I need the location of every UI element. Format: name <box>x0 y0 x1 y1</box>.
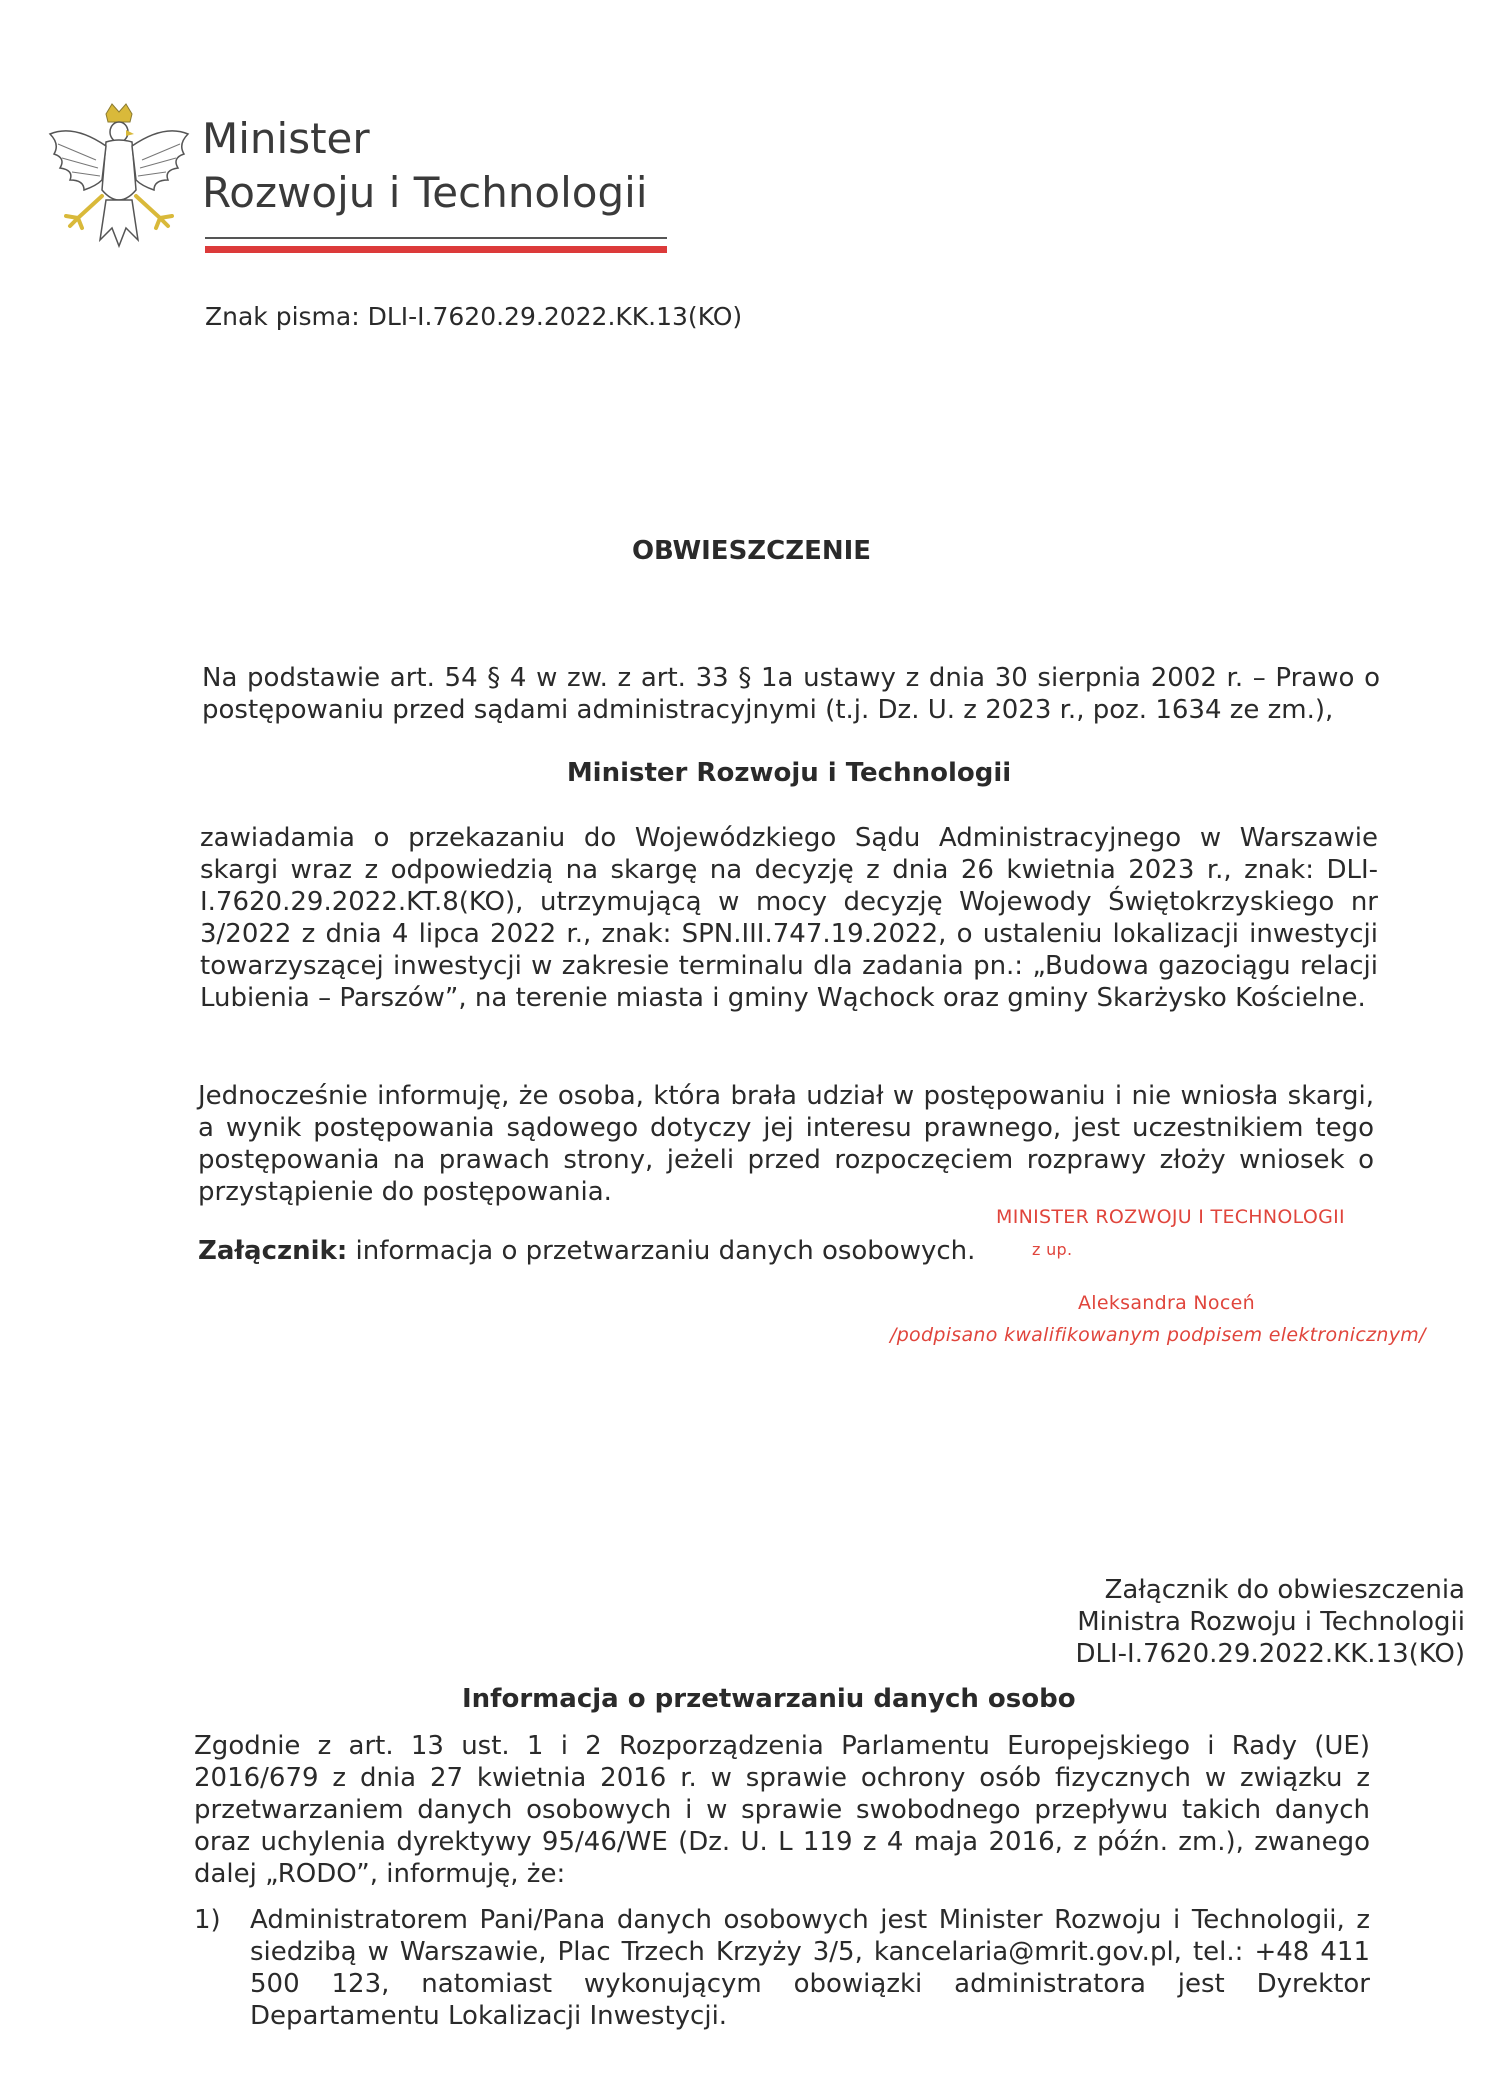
header-divider <box>205 237 667 239</box>
annex-line1: Załącznik do obwieszczenia <box>1104 1575 1465 1605</box>
list-item-text: Administratorem Pani/Pana danych osobowych jest Minister Rozwoju i Technologii, z siedzibą w Warszawie, Plac Trzech Krzyży 3/5, kancelaria@mrit.gov.pl, tel.: +48 411 500 123, natomiast wykonującym obowiązki administratora jest Dyrektor Departamentu Lokalizacji Inwestycji. <box>250 1905 1370 2031</box>
info-section-title: Informacja o przetwarzaniu danych osobo <box>462 1684 1076 1714</box>
annex-line3: DLI-I.7620.29.2022.KK.13(KO) <box>1075 1639 1465 1669</box>
attachment-label: Załącznik: <box>198 1236 348 1266</box>
legal-basis-paragraph: Na podstawie art. 54 § 4 w zw. z art. 33 § 1a ustawy z dnia 30 sierpnia 2002 r. – Prawo o postępowaniu przed sądami administracyjnymi (t.j. Dz. U. z 2023 r., poz. 1634 ze zm.), <box>202 663 1380 725</box>
minister-name-line1: Minister <box>202 114 370 163</box>
stamp-signatory: Aleksandra Noceń <box>1078 1292 1255 1314</box>
attachment-line <box>198 1236 975 1266</box>
reference-number: Znak pisma: DLI-I.7620.29.2022.KK.13(KO) <box>205 302 743 331</box>
notice-paragraph: zawiadamia o przekazaniu do Wojewódzkiego Sądu Administracyjnego w Warszawie skargi wraz z odpowiedzią na skargę na decyzję z dnia 26 kwietnia 2023 r., znak: DLI-I.7620.29.2022.KT.8(KO), utrzymującą w mocy decyzję Wojewody Świętokrzyskiego nr 3/2022 z dnia 4 lipca 2022 r., znak: SPN.III.747.19.2022, o ustaleniu lokalizacji inwestycji towarzyszącej inwestycji w zakresie terminalu dla zadania pn.: „Budowa gazociągu relacji Lubienia – Parszów”, na terenie miasta i gminy Wąchock oraz gminy Skarżysko Kościelne. <box>200 823 1378 1013</box>
minister-name <box>202 112 648 220</box>
polish-eagle-emblem-icon <box>44 100 194 260</box>
participant-info-paragraph: Jednocześnie informuję, że osoba, która brała udział w postępowaniu i nie wniosła skargi, a wynik postępowania sądowego dotyczy jej interesu prawnego, jest uczestnikiem tego postępowania na prawach strony, jeżeli przed rozpoczęciem rozprawy złoży wniosek o przystąpienie do postępowania. <box>198 1081 1374 1207</box>
header-accent-bar <box>205 246 667 253</box>
minister-name-line2: Rozwoju i Technologii <box>202 168 648 217</box>
document-title: OBWIESZCZENIE <box>631 536 872 566</box>
gdpr-intro-paragraph: Zgodnie z art. 13 ust. 1 i 2 Rozporządzenia Parlamentu Europejskiego i Rady (UE) 2016/679 z dnia 27 kwietnia 2016 r. w sprawie ochrony osób fizycznych w związku z przetwarzaniem danych osobowych i w sprawie swobodnego przepływu takich danych oraz uchylenia dyrektywy 95/46/WE (Dz. U. L 119 z 4 maja 2016, z późn. zm.), zwanego dalej „RODO”, informuję, że: <box>194 1731 1370 1889</box>
attachment-text: informacja o przetwarzaniu danych osobowych. <box>347 1236 976 1266</box>
annex-line2: Ministra Rozwoju i Technologii <box>1077 1607 1465 1637</box>
stamp-title: MINISTER ROZWOJU I TECHNOLOGII <box>996 1206 1345 1228</box>
stamp-proxy: z up. <box>1032 1240 1073 1259</box>
annex-header <box>1075 1574 1465 1670</box>
issuing-authority: Minister Rozwoju i Technologii <box>566 758 1012 788</box>
list-item-number: 1) <box>194 1905 221 1935</box>
stamp-signature-note: /podpisano kwalifikowanym podpisem elektronicznym/ <box>890 1324 1426 1346</box>
